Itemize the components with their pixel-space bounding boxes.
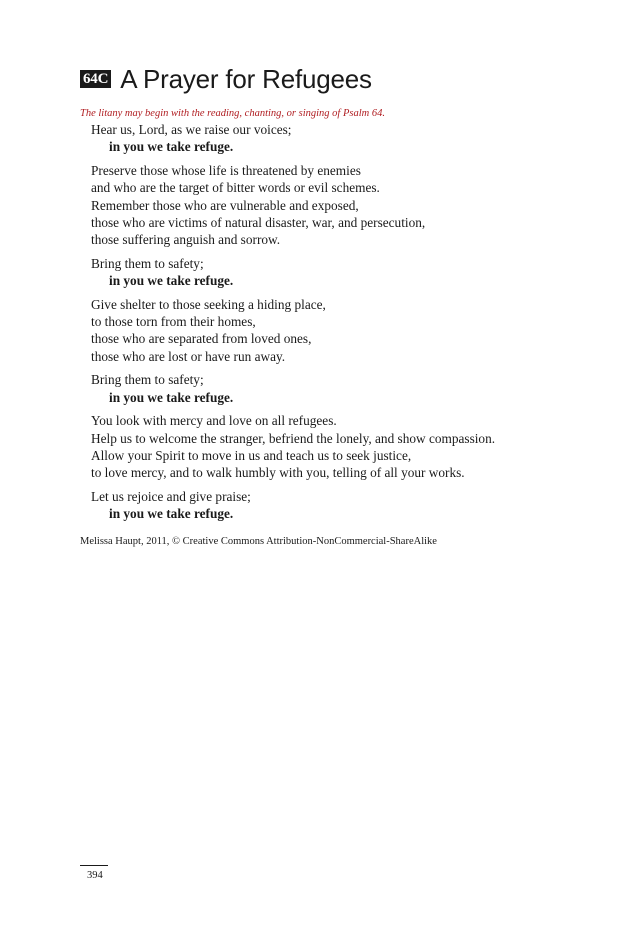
litany-line: Remember those who are vulnerable and exposed, — [91, 197, 359, 213]
litany-line: Allow your Spirit to move in us and teach us to seek justice, — [91, 447, 412, 463]
litany-line: and who are the target of bitter words or evil schemes. — [91, 180, 380, 196]
litany-line: those who are victims of natural disaster, war, and persecution, — [91, 215, 426, 231]
page-header — [80, 63, 372, 95]
litany-line: Bring them to safety; — [91, 372, 204, 388]
stanza — [91, 296, 621, 366]
stanza — [91, 162, 621, 249]
litany-line: You look with mercy and love on all refugees. — [91, 413, 337, 429]
stanza — [91, 121, 621, 156]
litany-line: Preserve those whose life is threatened by enemies — [91, 162, 361, 178]
litany-line: Hear us, Lord, as we raise our voices; — [91, 122, 292, 137]
stanza — [91, 255, 621, 290]
litany-line: Let us rejoice and give praise; — [91, 488, 251, 504]
folio-divider — [80, 865, 108, 866]
congregation-response: in you we take refuge. — [109, 273, 234, 289]
litany-line: to love mercy, and to walk humbly with you, telling of all your works. — [91, 465, 465, 481]
litany-line: those suffering anguish and sorrow. — [91, 232, 281, 248]
litany-line: Help us to welcome the stranger, befriend the lonely, and show compassion. — [91, 430, 496, 446]
litany-line: to those torn from their homes, — [91, 314, 256, 330]
litany-line: those who are lost or have run away. — [91, 348, 286, 364]
page-number: 394 — [87, 870, 103, 881]
stanza — [91, 488, 621, 523]
litany-line: Give shelter to those seeking a hiding place, — [91, 296, 326, 312]
congregation-response: in you we take refuge. — [109, 389, 234, 405]
stanza — [91, 371, 621, 406]
number-badge: 64C — [80, 70, 111, 88]
rubric-instruction: The litany may begin with the reading, chanting, or singing of Psalm 64. — [80, 108, 385, 119]
congregation-response: in you we take refuge. — [109, 506, 234, 522]
attribution-credit: Melissa Haupt, 2011, © Creative Commons Attribution-NonCommercial-ShareAlike — [80, 536, 437, 547]
litany-body — [91, 121, 621, 529]
page-title: A Prayer for Refugees — [120, 64, 372, 94]
congregation-response: in you we take refuge. — [109, 139, 234, 155]
litany-line: those who are separated from loved ones, — [91, 331, 312, 347]
litany-line: Bring them to safety; — [91, 255, 204, 271]
stanza — [91, 412, 621, 482]
